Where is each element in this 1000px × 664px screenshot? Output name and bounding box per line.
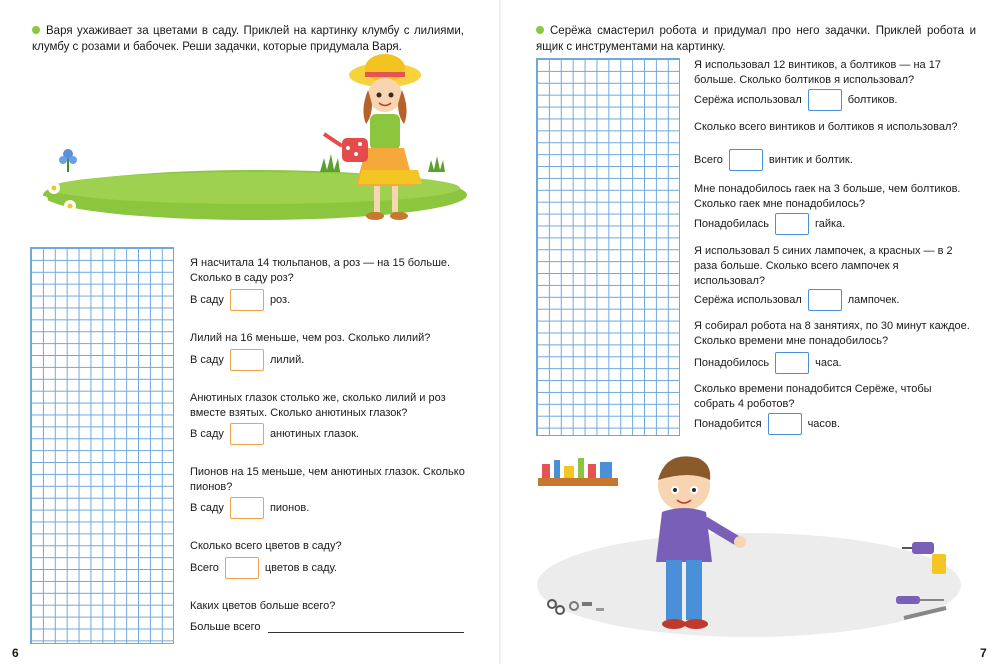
answer-suffix: лампочек.: [847, 294, 900, 306]
answer-suffix: цветов в саду.: [264, 562, 337, 574]
right-task-4-question: Я использовал 5 синих лампочек, а красных — в 2 раза больше. Сколько всего лампочек я использовал?: [694, 245, 953, 287]
right-task-5-question: Я собирал робота на 8 занятиях, по 30 минут каждое. Сколько времени мне понадобилось?: [694, 320, 970, 347]
answer-suffix: пионов.: [269, 502, 310, 514]
right-task-5-answer: [694, 352, 842, 374]
right-task-2-question: Сколько всего винтиков и болтиков я использовал?: [694, 121, 958, 133]
right-task-2-answer: [694, 149, 853, 171]
left-task-1-answer: [190, 289, 290, 311]
left-intro-text: Варя ухаживает за цветами в саду. Приклей на картинку клумбу с лилиями, клумбу с розами и бабочек. Реши задачки, которые придумала Варя.: [32, 25, 464, 53]
bullet-dot: [32, 26, 40, 34]
left-task-3-question: Анютиных глазок столько же, сколько лилий и роз вместе взятых. Сколько анютиных глазок?: [190, 392, 446, 419]
answer-box[interactable]: [808, 89, 842, 111]
answer-prefix: Серёжа использовал: [694, 94, 802, 106]
answer-suffix: роз.: [269, 294, 291, 306]
answer-suffix: винтик и болтик.: [768, 154, 853, 166]
left-task-1-question: Я насчитала 14 тюльпанов, а роз — на 15 больше. Сколько в саду роз?: [190, 257, 451, 284]
answer-suffix: лилий.: [269, 354, 305, 366]
answer-box[interactable]: [225, 557, 259, 579]
left-task-6-answer: [190, 621, 464, 633]
left-task-2-question: Лилий на 16 меньше, чем роз. Сколько лилий?: [190, 332, 431, 344]
answer-prefix: В саду: [190, 502, 224, 514]
left-task-4-question: Пионов на 15 меньше, чем анютиных глазок. Сколько пионов?: [190, 466, 465, 493]
answer-box[interactable]: [775, 352, 809, 374]
answer-box[interactable]: [768, 413, 802, 435]
answer-prefix: В саду: [190, 428, 224, 440]
answer-prefix: Серёжа использовал: [694, 294, 802, 306]
answer-prefix: Понадобилось: [694, 357, 770, 369]
toolbox-shelf-icon: [538, 458, 618, 486]
answer-prefix: Больше всего: [190, 621, 261, 633]
answer-box[interactable]: [230, 289, 264, 311]
answer-prefix: Понадобится: [694, 418, 762, 430]
left-task-4-answer: [190, 497, 309, 519]
answer-box[interactable]: [729, 149, 763, 171]
answer-prefix: Всего: [694, 154, 723, 166]
answer-prefix: В саду: [190, 354, 224, 366]
answer-suffix: часов.: [807, 418, 841, 430]
left-task-5-question: Сколько всего цветов в саду?: [190, 540, 342, 552]
answer-prefix: В саду: [190, 294, 224, 306]
answer-prefix: Понадобилась: [694, 218, 769, 230]
left-intro: [32, 23, 464, 55]
right-intro: [536, 23, 976, 55]
left-task-6-question: Каких цветов больше всего?: [190, 600, 336, 612]
bullet-dot: [536, 26, 544, 34]
right-task-1-question: Я использовал 12 винтиков, а болтиков — на 17 больше. Сколько болтиков я использовал?: [694, 59, 941, 86]
page-number-right: 7: [980, 646, 987, 660]
answer-box[interactable]: [775, 213, 809, 235]
right-task-4-answer: [694, 289, 899, 311]
workshop-illustration: [534, 450, 964, 650]
answer-box[interactable]: [230, 497, 264, 519]
right-task-3-question: Мне понадобилось гаек на 3 больше, чем болтиков. Сколько гаек мне понадобилось?: [694, 183, 961, 210]
answer-prefix: Всего: [190, 562, 219, 574]
right-task-1-answer: [694, 89, 897, 111]
left-task-2-answer: [190, 349, 304, 371]
right-intro-text: Серёжа смастерил робота и придумал про него задачки. Приклей робота и ящик с инструментами на картинку.: [536, 25, 976, 53]
right-grid[interactable]: [536, 58, 680, 436]
left-task-3-answer: [190, 423, 359, 445]
answer-suffix: часа.: [815, 357, 842, 369]
right-page: [500, 0, 1000, 664]
right-task-6-answer: [694, 413, 840, 435]
page-number-left: 6: [12, 646, 19, 660]
answer-suffix: анютиных глазок.: [269, 428, 359, 440]
right-task-6-question: Сколько времени понадобится Серёже, чтобы собрать 4 роботов?: [694, 383, 932, 410]
answer-box[interactable]: [230, 423, 264, 445]
left-grid[interactable]: [30, 247, 174, 644]
right-task-3-answer: [694, 213, 845, 235]
answer-box[interactable]: [808, 289, 842, 311]
left-task-5-answer: [190, 557, 337, 579]
answer-box[interactable]: [230, 349, 264, 371]
garden-illustration: [30, 60, 470, 230]
answer-suffix: болтиков.: [847, 94, 898, 106]
answer-line[interactable]: [268, 621, 464, 633]
answer-suffix: гайка.: [814, 218, 846, 230]
